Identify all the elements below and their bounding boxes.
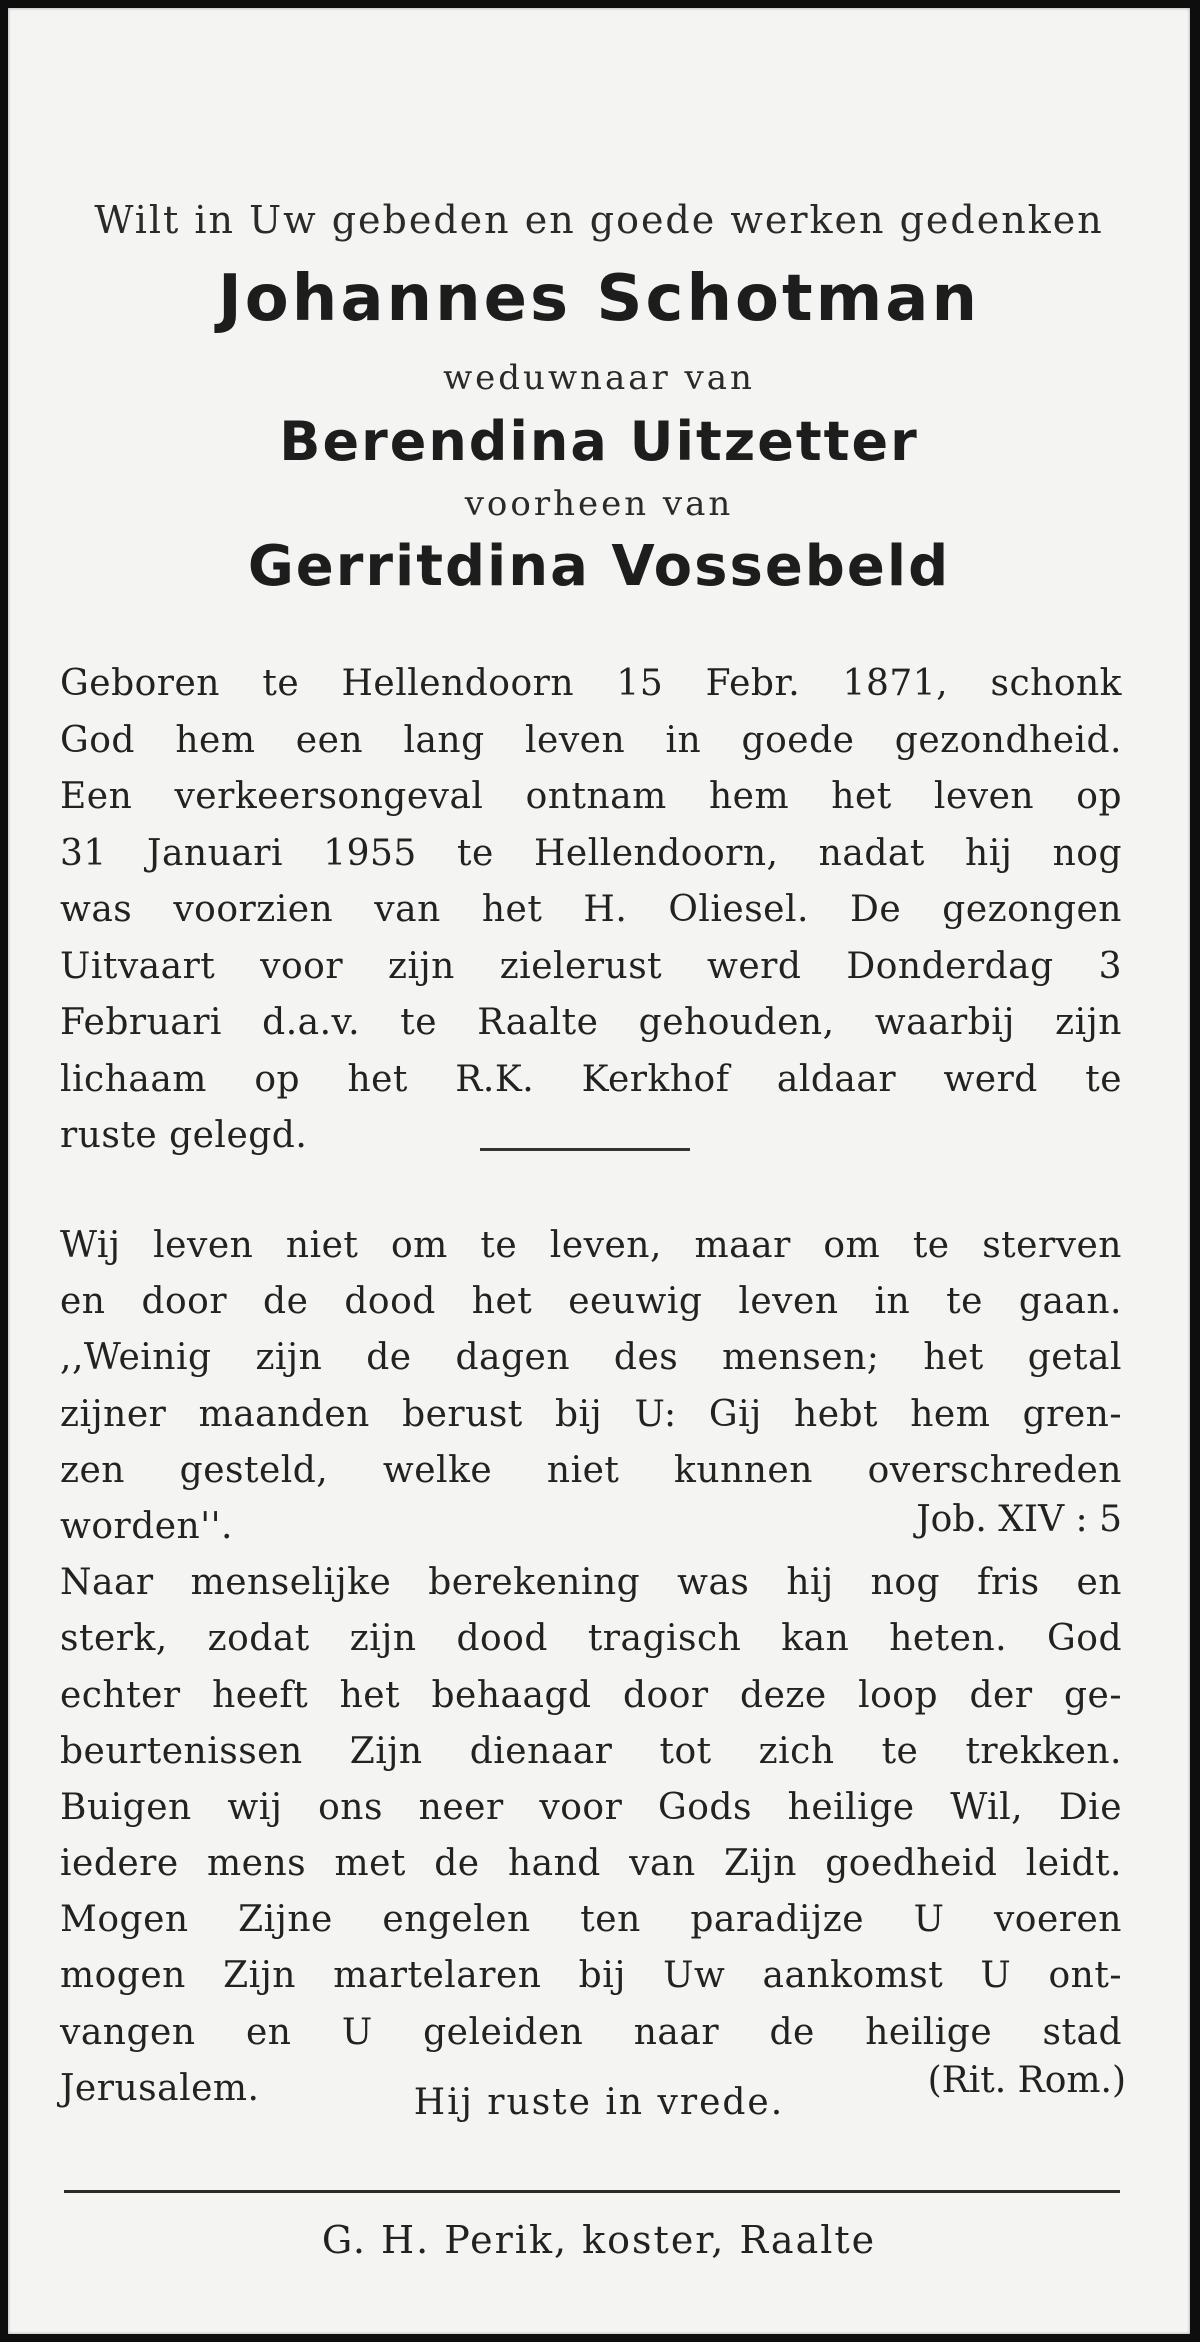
- verse-line: en door de dood het eeuwig leven in te gaan.: [60, 1281, 1122, 1323]
- biography-line: 31 Januari 1955 te Hellendoorn, nadat hij nog: [60, 832, 1122, 874]
- biography-line: ruste gelegd.: [60, 1115, 308, 1156]
- intro-line: Wilt in Uw gebeden en goede werken gedenken: [94, 198, 1104, 242]
- short-divider: [480, 1148, 690, 1151]
- biography-line: was voorzien van het H. Oliesel. De gezongen: [60, 889, 1122, 930]
- biography-line: lichaam op het R.K. Kerkhof aldaar werd te: [60, 1058, 1122, 1100]
- verse-line: echter heeft het behaagd door deze loop der ge-: [60, 1674, 1122, 1716]
- verse-line: Wij leven niet om te leven, maar om te sterven: [60, 1225, 1122, 1266]
- verse-line: zen gesteld, welke niet kunnen overschreden: [60, 1449, 1122, 1491]
- biography-line: Een verkeersongeval ontnam hem het leven op: [60, 776, 1122, 817]
- verse-line: vangen en U geleiden naar de heilige stad: [60, 2011, 1122, 2053]
- verse-line: beurtenissen Zijn dienaar tot zich te trekken.: [60, 1730, 1122, 1772]
- biography-line: Uitvaart voor zijn zielerust werd Donderdag 3: [60, 945, 1122, 987]
- memorial-card: [8, 8, 1190, 2334]
- spouse-name-1: Berendina Uitzetter: [279, 410, 919, 473]
- spouse-name-2: Gerritdina Vossebeld: [247, 534, 951, 599]
- ritual-reference: (Rit. Rom.): [927, 2060, 1126, 2101]
- relation-formerly: voorheen van: [464, 484, 734, 524]
- verse-line: sterk, zodat zijn dood tragisch kan heten. God: [60, 1618, 1122, 1660]
- relation-widower: weduwnaar van: [443, 358, 755, 398]
- printer-credit: G. H. Perik, koster, Raalte: [321, 2218, 877, 2262]
- rest-in-peace-line: Hij ruste in vrede.: [413, 2082, 785, 2123]
- verse-line: ,,Weinig zijn de dagen des mensen; het getal: [60, 1337, 1122, 1379]
- biography-line: God hem een lang leven in goede gezondheid.: [60, 719, 1122, 761]
- verse-paragraph: [60, 1218, 1122, 2117]
- verse-line: Buigen wij ons neer voor Gods heilige Wil, Die: [60, 1786, 1122, 1828]
- verse-line: zijner maanden berust bij U: Gij hebt hem gren-: [60, 1393, 1122, 1435]
- verse-line: Naar menselijke berekening was hij nog fris en: [60, 1562, 1122, 1604]
- biography-line: Geboren te Hellendoorn 15 Febr. 1871, schonk: [60, 663, 1122, 704]
- verse-line: Mogen Zijne engelen ten paradijze U voeren: [60, 1899, 1122, 1941]
- scripture-reference: Job. XIV : 5: [916, 1499, 1122, 1540]
- biography-paragraph: [60, 656, 1122, 1165]
- verse-line: iedere mens met de hand van Zijn goedheid leidt.: [60, 1843, 1122, 1885]
- verse-line: worden''.: [60, 1505, 233, 1547]
- verse-line: Jerusalem.: [60, 2067, 260, 2109]
- footer-divider: [64, 2190, 1120, 2193]
- deceased-name: Johannes Schotman: [217, 262, 981, 336]
- biography-line: Februari d.a.v. te Raalte gehouden, waarbij zijn: [60, 1002, 1122, 1043]
- verse-line: mogen Zijn martelaren bij Uw aankomst U ont-: [60, 1955, 1122, 1997]
